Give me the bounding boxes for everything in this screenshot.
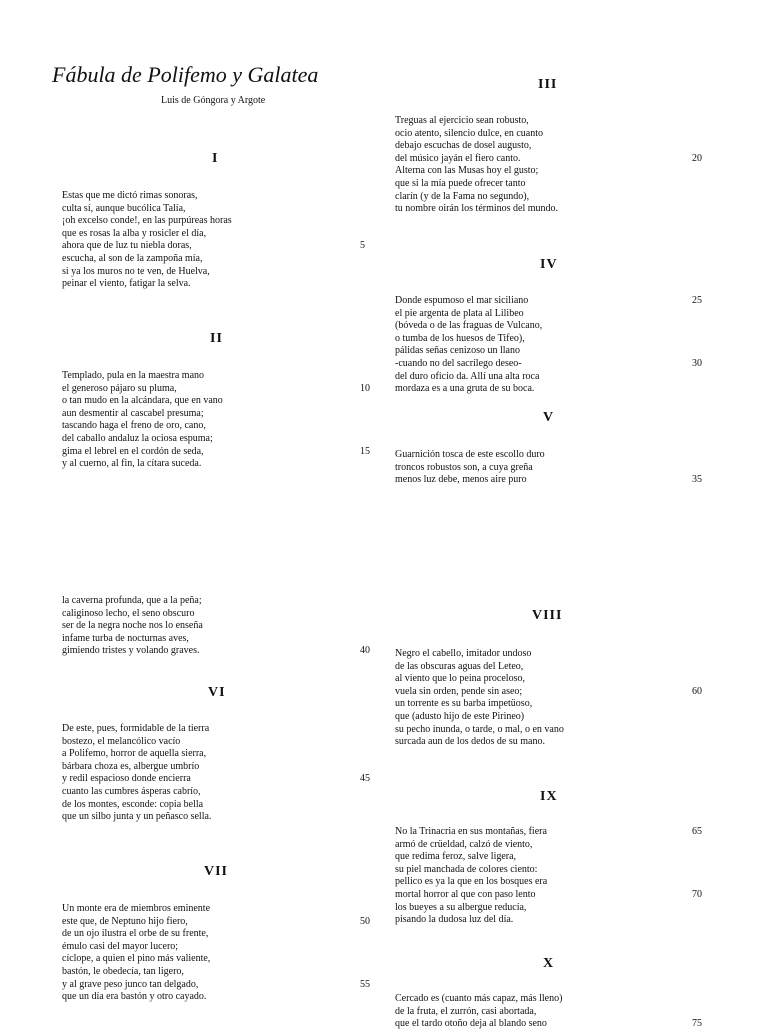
verse-line (62, 966, 372, 979)
verse-line (395, 178, 705, 191)
verse-line (395, 140, 705, 153)
verse-text: surcada aun de los dedos de su mano. (395, 736, 545, 748)
verse-line (395, 914, 705, 927)
verse-text: el pie argenta de plata al Lilibeo (395, 307, 524, 319)
stanza-IX (395, 826, 705, 927)
verse-line (395, 851, 705, 864)
verse-text: infame turba de nocturnas aves, (62, 632, 189, 644)
verse-text: que (adusto hijo de este Pirineo) (395, 710, 525, 722)
stanza-VIII (395, 648, 705, 749)
line-number: 5 (360, 240, 365, 252)
stanza-I (62, 190, 372, 291)
verse-line (395, 711, 705, 724)
stanza-X (395, 993, 705, 1031)
line-number: 60 (692, 685, 702, 697)
verse-text: bárbara choza es, albergue umbrío (62, 760, 200, 772)
verse-text: Templado, pula en la maestra mano (62, 370, 205, 381)
verse-text: clarín (y de la Fama no segundo), (395, 190, 530, 202)
verse-text: al viento que lo peina proceloso, (395, 673, 525, 685)
verse-line (62, 446, 372, 459)
verse-text: debajo escuchas de dosel augusto, (395, 140, 532, 152)
verse-line (395, 308, 705, 321)
verse-text: el generoso pájaro su pluma, (62, 382, 177, 394)
verse-line (395, 698, 705, 711)
verse-line (395, 203, 705, 216)
verse-text: que redima feroz, salve ligera, (395, 851, 517, 863)
stanza-V-continuation (62, 595, 372, 658)
line-number: 75 (692, 1018, 702, 1030)
verse-text: gima el lebrel en el cordón de seda, (62, 445, 204, 457)
verse-line (62, 433, 372, 446)
verse-line (62, 383, 372, 396)
verse-text: De este, pues, formidable de la tierra (62, 723, 210, 734)
verse-line (395, 295, 705, 308)
verse-line (62, 190, 372, 203)
verse-line (62, 395, 372, 408)
verse-text: del caballo andaluz la ociosa espuma; (62, 432, 213, 444)
verse-text: mortal horror al que con paso lento (395, 888, 536, 900)
verse-text: ocio atento, silencio dulce, en cuanto (395, 127, 544, 139)
verse-text: bostezo, el melancólico vacío (62, 735, 181, 747)
verse-line (395, 673, 705, 686)
verse-line (62, 941, 372, 954)
verse-text: Negro el cabello, imitador undoso (395, 648, 532, 659)
line-number: 35 (692, 474, 702, 486)
verse-text: del duro oficio da. Allí una alta roca (395, 370, 540, 382)
stanza-numeral-VIII: VIII (532, 608, 563, 623)
verse-line (395, 889, 705, 902)
verse-line (62, 761, 372, 774)
verse-text: -cuando no del sacrílego deseo- (395, 357, 522, 369)
verse-text: y al grave peso junco tan delgado, (62, 978, 199, 990)
verse-line (395, 371, 705, 384)
verse-text: Un monte era de miembros eminente (62, 903, 211, 914)
verse-line (62, 645, 372, 658)
stanza-V (395, 449, 705, 487)
line-number: 40 (360, 645, 370, 657)
verse-line (395, 153, 705, 166)
stanza-numeral-V: V (543, 410, 555, 425)
line-number: 45 (360, 773, 370, 785)
verse-text: ahora que de luz tu niebla doras, (62, 240, 192, 252)
verse-text: émulo casi del mayor lucero; (62, 940, 179, 952)
verse-text: No la Trinacria en sus montañas, fiera (395, 826, 547, 837)
stanza-numeral-X: X (543, 956, 555, 971)
stanza-II (62, 370, 372, 471)
verse-text: Donde espumoso el mar siciliano (395, 295, 529, 306)
verse-text: su piel manchada de colores ciento: (395, 863, 538, 875)
verse-line (395, 191, 705, 204)
verse-text: mordaza es a una gruta de su boca. (395, 383, 535, 395)
verse-line (395, 839, 705, 852)
verse-text: de los montes, esconde: copia bella (62, 798, 204, 810)
verse-line (395, 449, 705, 462)
verse-line (395, 1006, 705, 1019)
verse-line (62, 633, 372, 646)
verse-line (62, 991, 372, 1004)
verse-line (62, 370, 372, 383)
verse-line (62, 215, 372, 228)
verse-line (62, 240, 372, 253)
verse-text: ser de la negra noche nos lo enseña (62, 620, 203, 632)
stanza-numeral-II: II (210, 331, 223, 346)
verse-text: cíclope, a quien el pino más valiente, (62, 953, 211, 965)
verse-text: pellico es ya la que en los bosques era (395, 876, 548, 888)
verse-text: Alterna con las Musas hoy el gusto; (395, 165, 539, 177)
verse-line (62, 903, 372, 916)
verse-line (395, 993, 705, 1006)
line-number: 55 (360, 978, 370, 990)
verse-line (395, 358, 705, 371)
line-number: 50 (360, 915, 370, 927)
verse-text: a Polifemo, horror de aquella sierra, (62, 748, 207, 760)
poem-author: Luis de Góngora y Argote (161, 95, 266, 106)
verse-text: troncos robustos son, a cuya greña (395, 461, 533, 473)
verse-text: que el tardo otoño deja al blando seno (395, 1018, 547, 1030)
verse-line (62, 928, 372, 941)
verse-text: tu nombre oirán los términos del mundo. (395, 203, 559, 215)
verse-line (395, 383, 705, 396)
verse-text: aun desmentir al cascabel presuma; (62, 407, 204, 419)
verse-text: gimiendo tristes y volando graves. (62, 645, 200, 657)
stanza-VII (62, 903, 372, 1004)
stanza-numeral-IX: IX (540, 789, 558, 804)
verse-line (395, 736, 705, 749)
verse-line (62, 979, 372, 992)
verse-line (62, 420, 372, 433)
verse-text: Cercado es (cuanto más capaz, más lleno) (395, 993, 563, 1004)
verse-text: si ya los muros no te ven, de Huelva, (62, 265, 210, 277)
verse-text: pálidas señas cenizoso un llano (395, 345, 520, 357)
line-number: 70 (692, 888, 702, 900)
poem-title: Fábula de Polifemo y Galatea (52, 62, 319, 87)
verse-text: Treguas al ejercicio sean robusto, (395, 115, 529, 126)
stanza-III (395, 115, 705, 216)
line-number: 30 (692, 357, 702, 369)
verse-line (395, 165, 705, 178)
verse-text: del músico jayán el fiero canto. (395, 152, 521, 164)
verse-line (395, 1018, 705, 1031)
verse-text: culta sí, aunque bucólica Talía, (62, 202, 186, 214)
verse-text: que un día era bastón y otro cayado. (62, 991, 207, 1003)
verse-line (62, 723, 372, 736)
verse-text: o tumba de los huesos de Tifeo), (395, 332, 525, 344)
verse-text: y redil espacioso donde encierra (62, 773, 191, 785)
verse-text: caliginoso lecho, el seno obscuro (62, 607, 195, 619)
verse-line (395, 724, 705, 737)
verse-line (62, 811, 372, 824)
stanza-numeral-III: III (538, 77, 558, 92)
verse-line (395, 345, 705, 358)
verse-line (62, 228, 372, 241)
verse-text: bastón, le obedecía, tan ligero, (62, 965, 184, 977)
verse-text: de la fruta, el zurrón, casi abortada, (395, 1005, 537, 1017)
verse-text: y al cuerno, al fin, la cítara suceda. (62, 458, 202, 470)
verse-line (62, 748, 372, 761)
verse-line (395, 474, 705, 487)
stanza-numeral-IV: IV (540, 257, 558, 272)
line-number: 15 (360, 445, 370, 457)
verse-line (395, 462, 705, 475)
verse-text: de un ojo ilustra el orbe de su frente, (62, 928, 209, 940)
verse-line (62, 278, 372, 291)
verse-line (62, 608, 372, 621)
verse-text: peinar el viento, fatigar la selva. (62, 278, 191, 290)
verse-line (395, 648, 705, 661)
verse-text: su pecho inunda, o tarde, o mal, o en vano (395, 723, 564, 735)
verse-line (62, 773, 372, 786)
verse-line (62, 736, 372, 749)
verse-line (395, 661, 705, 674)
line-number: 65 (692, 826, 702, 837)
verse-text: armó de crüeldad, calzó de viento, (395, 838, 533, 850)
stanza-VI (62, 723, 372, 824)
verse-line (395, 876, 705, 889)
stanza-IV (395, 295, 705, 396)
verse-text: o tan mudo en la alcándara, que en vano (62, 395, 223, 407)
verse-line (62, 786, 372, 799)
verse-line (395, 333, 705, 346)
verse-text: este que, de Neptuno hijo fiero, (62, 915, 188, 927)
stanza-numeral-VII: VII (204, 864, 229, 879)
verse-line (395, 864, 705, 877)
stanza-numeral-VI: VI (208, 685, 226, 700)
verse-line (395, 115, 705, 128)
verse-line (395, 128, 705, 141)
verse-text: tascando haga el freno de oro, cano, (62, 420, 206, 432)
verse-text: Estas que me dictó rimas sonoras, (62, 190, 198, 201)
verse-line (395, 826, 705, 839)
verse-line (62, 620, 372, 633)
verse-text: que es rosas la alba y rosicler el día, (62, 227, 207, 239)
line-number: 20 (692, 152, 702, 164)
verse-text: la caverna profunda, que a la peña; (62, 595, 202, 606)
stanza-numeral-I: I (212, 151, 219, 166)
verse-text: pisando la dudosa luz del día. (395, 914, 514, 926)
verse-text: vuela sin orden, pende sin aseo; (395, 685, 523, 697)
verse-text: que si la mía puede ofrecer tanto (395, 177, 526, 189)
verse-line (62, 799, 372, 812)
verse-text: (bóveda o de las fraguas de Vulcano, (395, 320, 543, 332)
verse-line (62, 916, 372, 929)
verse-line (62, 953, 372, 966)
verse-text: Guarnición tosca de este escollo duro (395, 449, 545, 460)
verse-text: un torrente es su barba impetüoso, (395, 698, 533, 710)
verse-text: escucha, al son de la zampoña mía, (62, 252, 203, 264)
verse-text: que un silbo junta y un peñasco sella. (62, 811, 212, 823)
verse-text: los bueyes a su albergue reducía, (395, 901, 527, 913)
verse-text: de las obscuras aguas del Leteo, (395, 660, 524, 672)
verse-line (62, 253, 372, 266)
verse-line (62, 458, 372, 471)
verse-text: menos luz debe, menos aire puro (395, 474, 527, 486)
verse-line (395, 320, 705, 333)
verse-line (62, 203, 372, 216)
line-number: 10 (360, 382, 370, 394)
verse-line (62, 408, 372, 421)
verse-text: ¡oh excelso conde!, en las purpúreas horas (62, 215, 232, 227)
verse-line (395, 686, 705, 699)
verse-line (62, 595, 372, 608)
verse-text: cuanto las cumbres ásperas cabrío, (62, 785, 201, 797)
line-number: 25 (692, 295, 702, 306)
verse-line (395, 902, 705, 915)
verse-line (62, 266, 372, 279)
